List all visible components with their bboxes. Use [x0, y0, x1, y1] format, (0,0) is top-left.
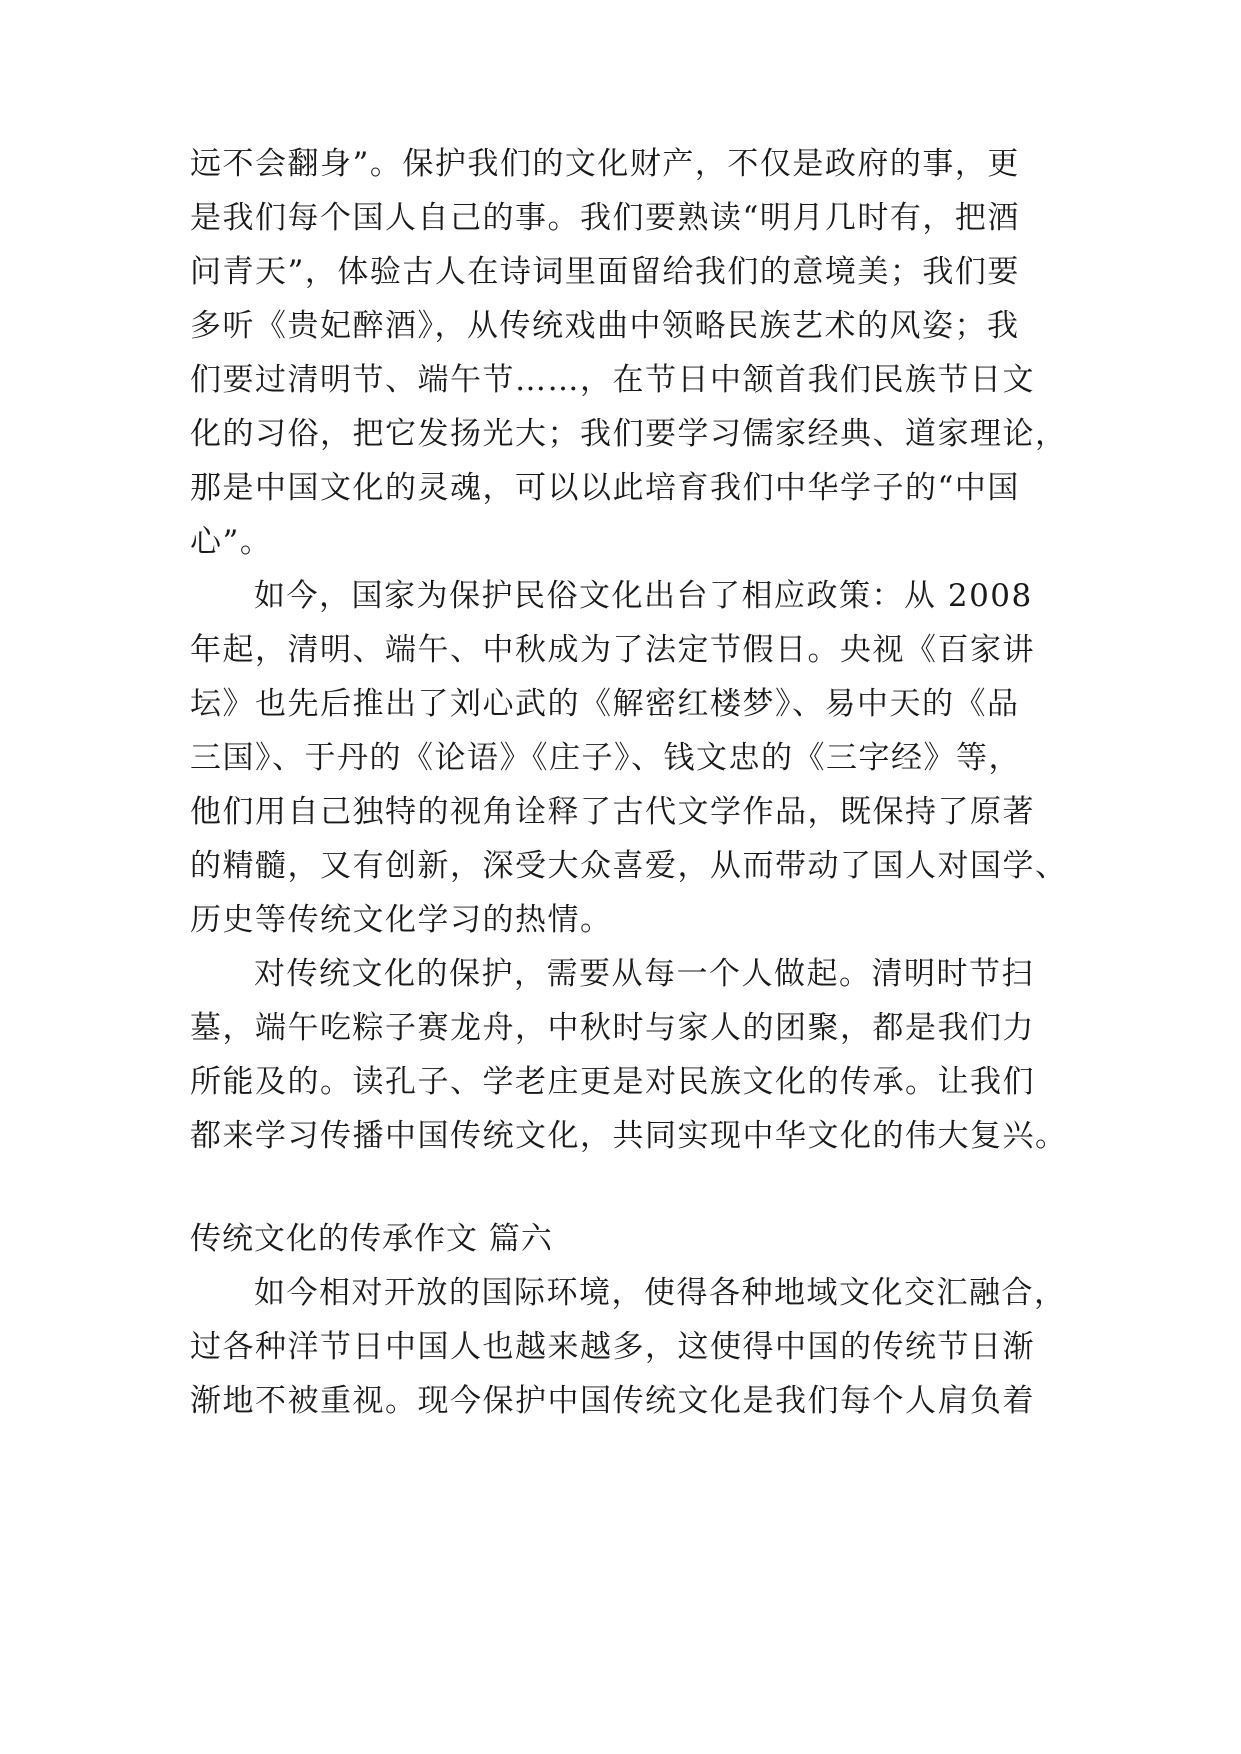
paragraph-3-line-3: 所能及的。读孔子、学老庄更是对民族文化的传承。让我们	[190, 1064, 1035, 1100]
paragraph-4-line-1: 如今相对开放的国际环境，使得各种地域文化交汇融合，	[254, 1275, 1067, 1311]
paragraph-4-line-3: 渐地不被重视。现今保护中国传统文化是我们每个人肩负着	[190, 1383, 1035, 1419]
paragraph-3-line-1: 对传统文化的保护，需要从每一个人做起。清明时节扫	[254, 956, 1034, 992]
paragraph-1-line-2: 是我们每个国人自己的事。我们要熟读“明月几时有，把酒	[190, 200, 1020, 236]
paragraph-2-line-2: 年起，清明、端午、中秋成为了法定节假日。央视《百家讲	[190, 632, 1035, 668]
paragraph-2-line-6: 的精髓，又有创新，深受大众喜爱，从而带动了国人对国学、	[190, 848, 1068, 884]
paragraph-1-line-1: 远不会翻身”。保护我们的文化财产，不仅是政府的事，更	[190, 146, 1020, 182]
paragraph-2-line-3: 坛》也先后推出了刘心武的《解密红楼梦》、易中天的《品	[190, 686, 1020, 722]
paragraph-1-line-8: 心”。	[190, 524, 273, 560]
paragraph-2-line-4: 三国》、于丹的《论语》《庄子》、钱文忠的《三字经》等，	[190, 740, 1021, 776]
paragraph-1-line-6: 化的习俗，把它发扬光大；我们要学习儒家经典、道家理论，	[190, 416, 1068, 452]
paragraph-3-line-4: 都来学习传播中国传统文化，共同实现中华文化的伟大复兴。	[190, 1118, 1068, 1154]
paragraph-2-line-7: 历史等传统文化学习的热情。	[190, 902, 613, 938]
paragraph-1-line-7: 那是中国文化的灵魂，可以以此培育我们中华学子的“中国	[190, 470, 1020, 506]
paragraph-4-line-2: 过各种洋节日中国人也越来越多，这使得中国的传统节日渐	[190, 1329, 1035, 1365]
paragraph-1-line-5: 们要过清明节、端午节……，在节日中颔首我们民族节日文	[190, 362, 1035, 398]
paragraph-1-line-4: 多听《贵妃醉酒》，从传统戏曲中领略民族艺术的风姿；我	[190, 308, 1020, 344]
paragraph-2-line-5: 他们用自己独特的视角诠释了古代文学作品，既保持了原著	[190, 794, 1035, 830]
paragraph-2-line-1: 如今，国家为保护民俗文化出台了相应政策：从 2008	[254, 578, 1033, 614]
section-heading: 传统文化的传承作文 篇六	[190, 1221, 553, 1257]
paragraph-1-line-3: 问青天”，体验古人在诗词里面留给我们的意境美；我们要	[190, 254, 1020, 290]
paragraph-3-line-2: 墓，端午吃粽子赛龙舟，中秋时与家人的团聚，都是我们力	[190, 1010, 1035, 1046]
